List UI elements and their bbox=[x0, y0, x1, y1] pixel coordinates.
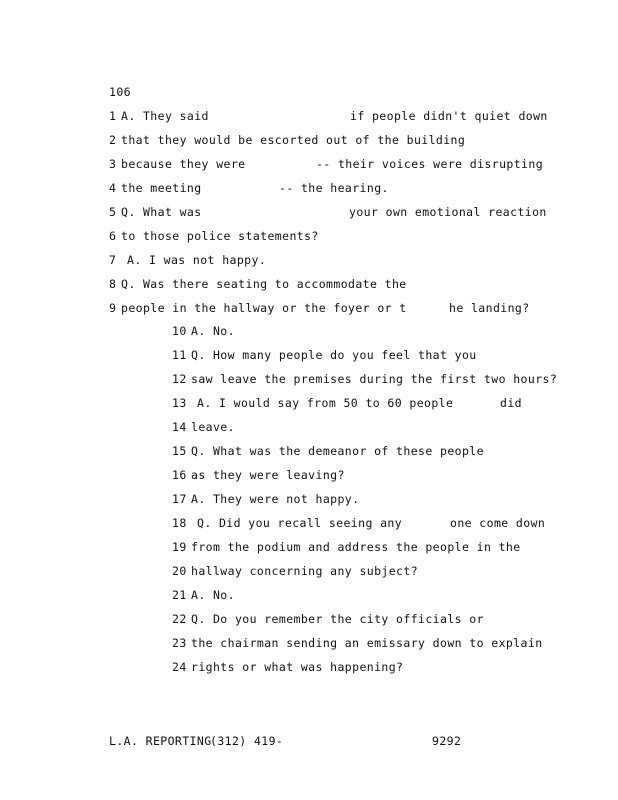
line-text: did bbox=[500, 396, 522, 410]
footer-company: L.A. REPORTING bbox=[109, 734, 212, 748]
line-number: 4 bbox=[109, 181, 117, 195]
line-text: A. They said bbox=[121, 109, 209, 123]
line-text: the meeting bbox=[121, 181, 202, 195]
line-number: 19 bbox=[172, 540, 187, 554]
line-text: one come down bbox=[450, 516, 546, 530]
line-text: Q. Was there seating to accommodate the bbox=[121, 277, 407, 291]
line-text: A. No. bbox=[191, 324, 235, 338]
line-text: to those police statements? bbox=[121, 229, 319, 243]
footer-phone-area: (312) 419- bbox=[210, 734, 284, 748]
line-number: 7 bbox=[109, 253, 117, 267]
line-number: 5 bbox=[109, 205, 117, 219]
line-text: A. They were not happy. bbox=[191, 492, 360, 506]
line-number: 20 bbox=[172, 564, 187, 578]
line-text: Q. How many people do you feel that you bbox=[191, 348, 477, 362]
line-text: your own emotional reaction bbox=[349, 205, 547, 219]
line-text: as they were leaving? bbox=[191, 468, 345, 482]
line-text: A. No. bbox=[191, 588, 235, 602]
line-number: 6 bbox=[109, 229, 117, 243]
line-number: 23 bbox=[172, 636, 187, 650]
line-number: 21 bbox=[172, 588, 187, 602]
line-text: that they would be escorted out of the building bbox=[121, 133, 466, 147]
line-text: Q. Do you remember the city officials or bbox=[191, 612, 484, 626]
footer-phone-number: 9292 bbox=[432, 734, 462, 748]
line-number: 9 bbox=[109, 301, 117, 315]
line-number: 24 bbox=[172, 660, 187, 674]
line-number: 13 bbox=[172, 396, 187, 410]
line-text: saw leave the premises during the first two hours? bbox=[191, 372, 558, 386]
line-text: Q. Did you recall seeing any bbox=[197, 516, 403, 530]
line-text: because they were bbox=[121, 157, 246, 171]
line-text: A. I was not happy. bbox=[127, 253, 267, 267]
line-text: -- the hearing. bbox=[279, 181, 389, 195]
page-number: 106 bbox=[109, 85, 131, 99]
line-number: 3 bbox=[109, 157, 117, 171]
line-number: 1 bbox=[109, 109, 117, 123]
line-number: 18 bbox=[172, 516, 187, 530]
line-text: hallway concerning any subject? bbox=[191, 564, 419, 578]
line-number: 16 bbox=[172, 468, 187, 482]
line-number: 11 bbox=[172, 348, 187, 362]
line-text: -- their voices were disrupting bbox=[316, 157, 544, 171]
line-text: he landing? bbox=[449, 301, 530, 315]
line-number: 10 bbox=[172, 324, 187, 338]
line-number: 17 bbox=[172, 492, 187, 506]
line-text: Q. What was the demeanor of these people bbox=[191, 444, 484, 458]
line-number: 12 bbox=[172, 372, 187, 386]
line-text: leave. bbox=[191, 420, 235, 434]
line-text: the chairman sending an emissary down to explain bbox=[191, 636, 543, 650]
line-text: people in the hallway or the foyer or t bbox=[121, 301, 407, 315]
line-number: 22 bbox=[172, 612, 187, 626]
line-text: Q. What was bbox=[121, 205, 202, 219]
line-number: 8 bbox=[109, 277, 117, 291]
line-number: 15 bbox=[172, 444, 187, 458]
line-number: 14 bbox=[172, 420, 187, 434]
line-number: 2 bbox=[109, 133, 117, 147]
line-text: from the podium and address the people in the bbox=[191, 540, 521, 554]
line-text: if people didn't quiet down bbox=[350, 109, 548, 123]
line-text: A. I would say from 50 to 60 people bbox=[197, 396, 454, 410]
line-text: rights or what was happening? bbox=[191, 660, 404, 674]
